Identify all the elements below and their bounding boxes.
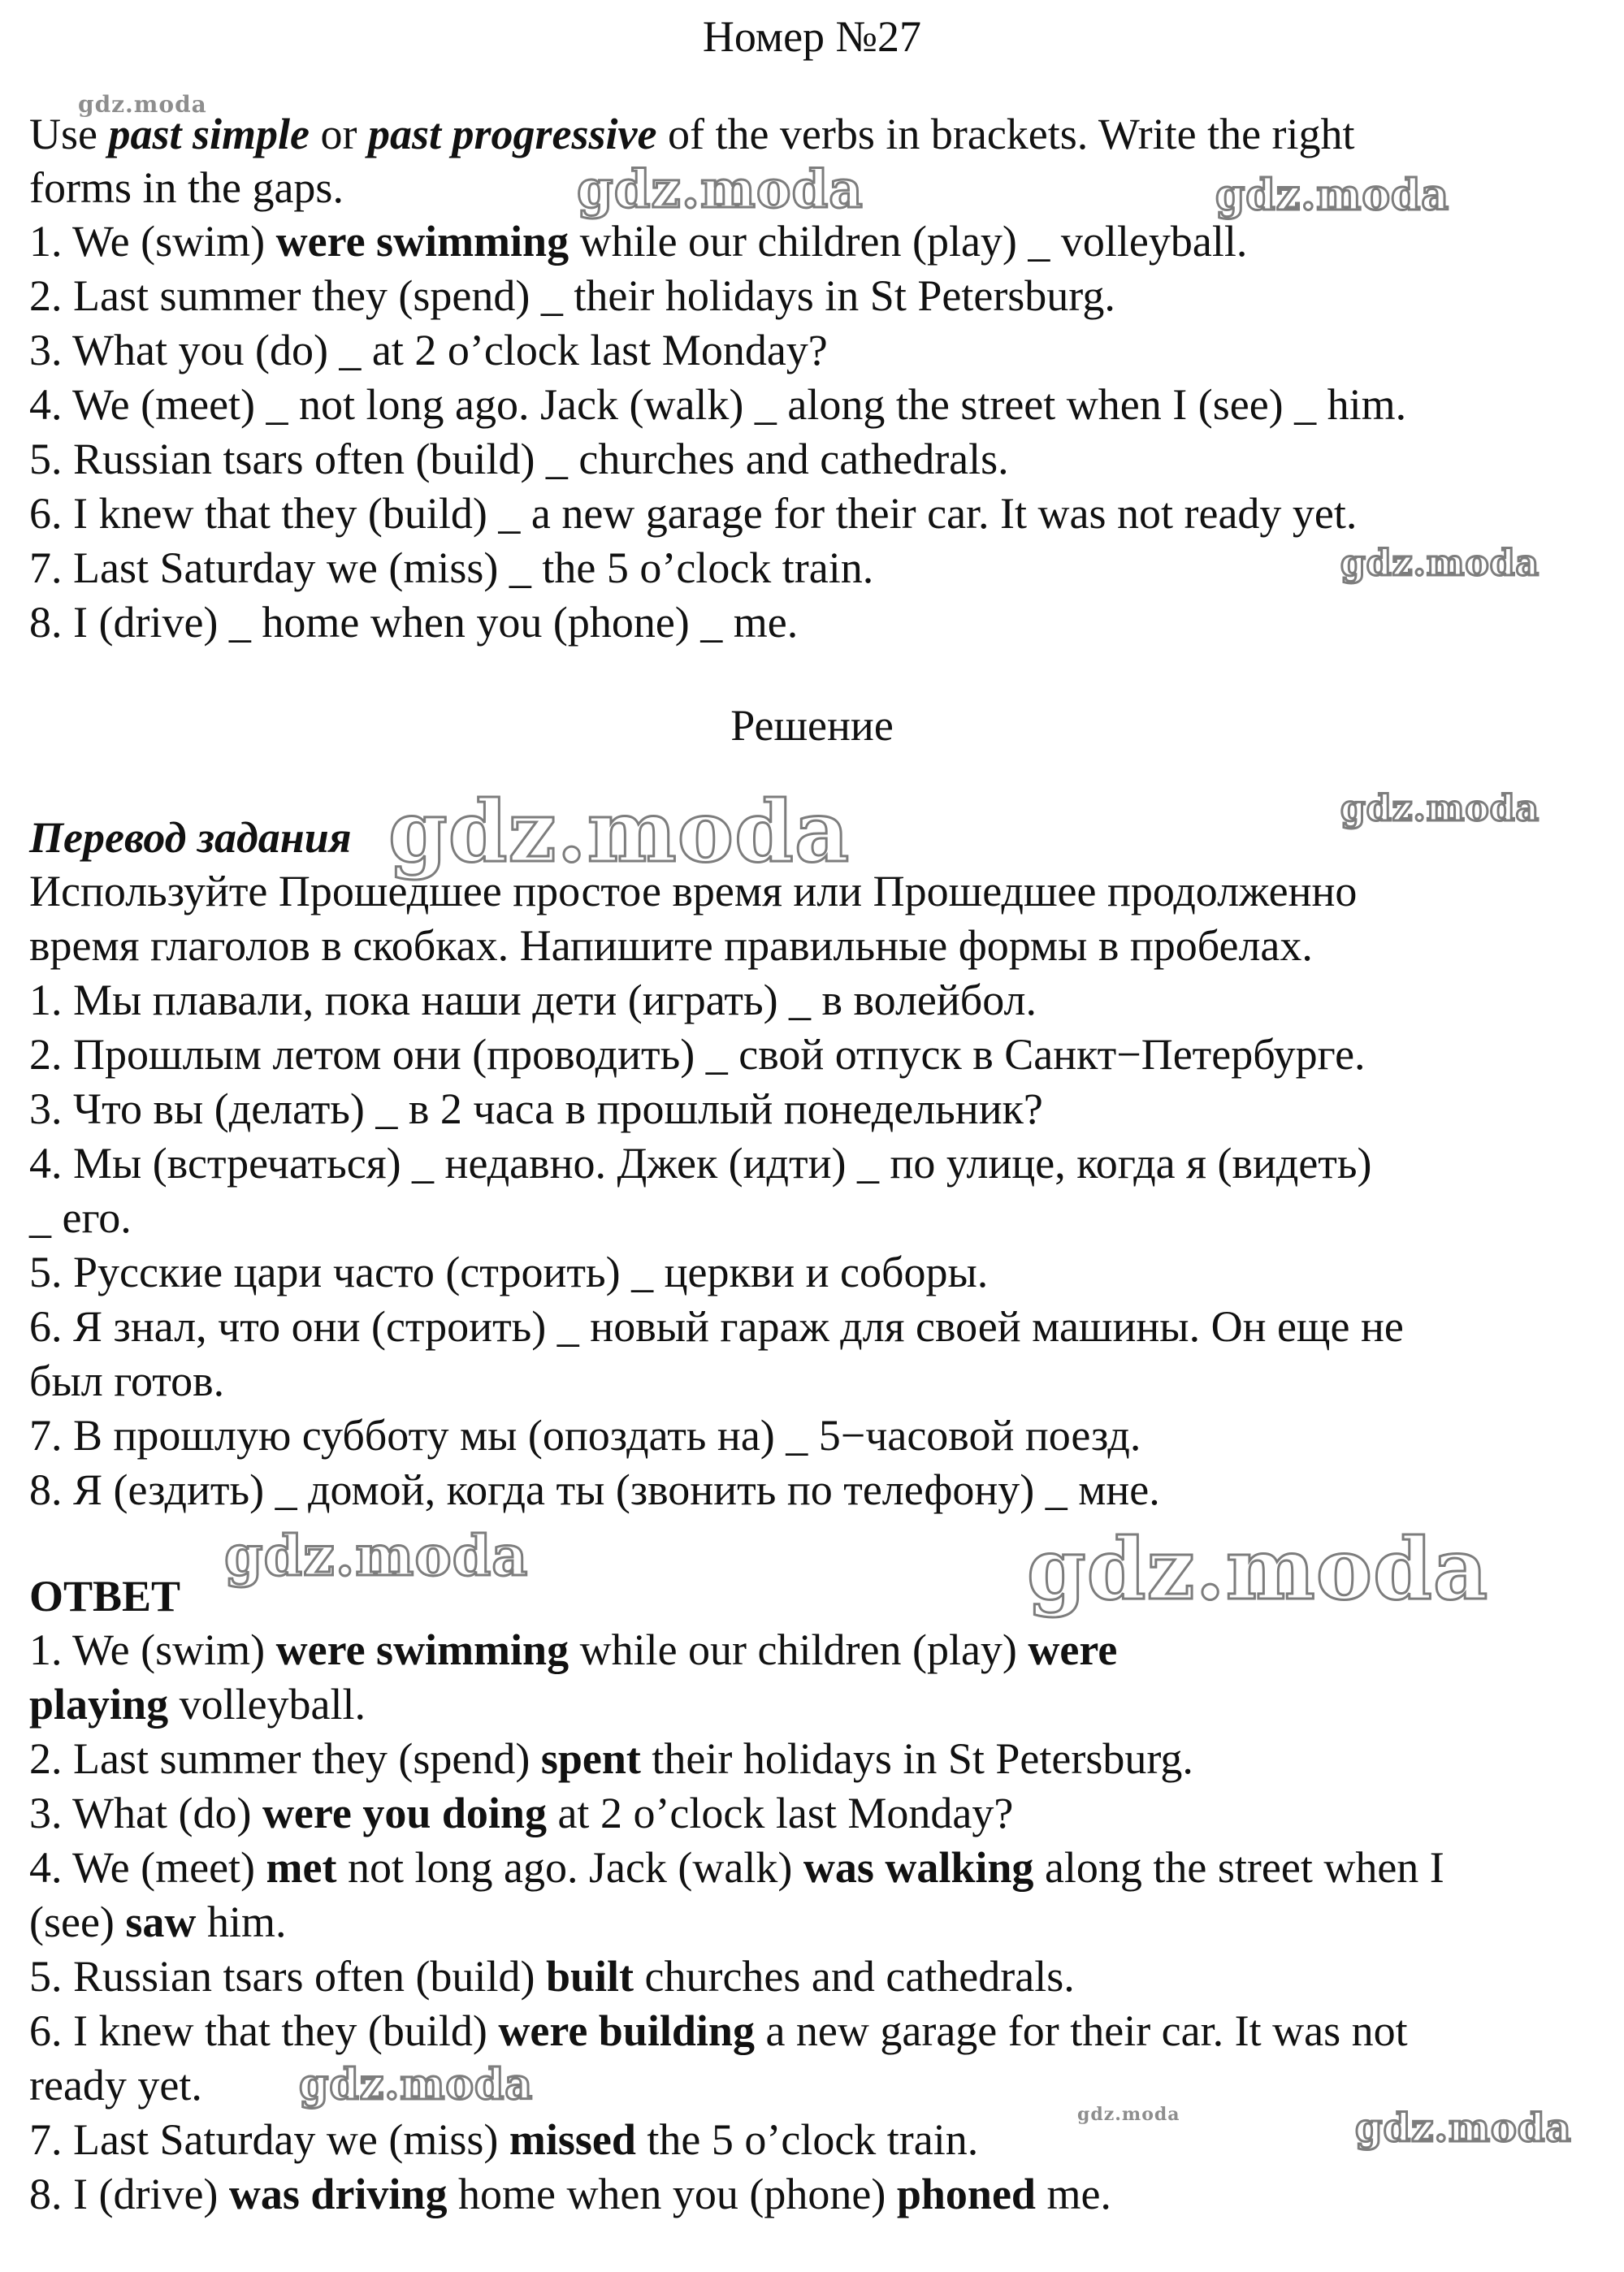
answer-text: their holidays in St Petersburg. <box>640 1734 1193 1783</box>
task-item: 6. I knew that they (build) _ a new garage for their car. It was not ready yet. <box>29 489 1358 538</box>
translation-line: время глаголов в скобках. Напишите правильные формы в пробелах. <box>29 921 1313 970</box>
answer-item <box>29 2167 1111 2221</box>
answer-form: phoned <box>896 2170 1036 2218</box>
watermark: gdz.moda <box>1215 171 1450 220</box>
translation-line: 8. Я (ездить) _ домой, когда ты (звонить по телефону) _ мне. <box>29 1465 1160 1514</box>
solution-title: Решение <box>730 701 894 750</box>
item-answer: were swimming <box>275 217 569 266</box>
watermark: gdz.moda <box>224 1524 529 1589</box>
translation-line: 6. Я знал, что они (строить) _ новый гараж для своей машины. Он еще не <box>29 1302 1404 1351</box>
answer-text: 7. Last Saturday we (miss) <box>29 2115 509 2164</box>
answer-form: saw <box>125 1898 197 1946</box>
answer-text: 3. What (do) <box>29 1789 262 1837</box>
task-item: 3. What you (do) _ at 2 o’clock last Monday? <box>29 326 828 374</box>
answer-form: were you doing <box>262 1789 547 1837</box>
answer-text: (see) <box>29 1898 126 1946</box>
answer-item-continued: ready yet. <box>29 2061 202 2110</box>
answer-text: 6. I knew that they (build) <box>29 2006 499 2055</box>
watermark: gdz.moda <box>299 2060 534 2110</box>
watermark: gdz.moda <box>388 781 851 881</box>
answer-text: 4. We (meet) <box>29 1843 266 1892</box>
answer-text: churches and cathedrals. <box>634 1952 1075 2001</box>
answer-text: volleyball. <box>168 1680 366 1729</box>
instruction-text: Use <box>29 110 109 158</box>
task-instruction <box>29 107 1355 161</box>
answer-form: were swimming <box>275 1625 569 1674</box>
translation-line: 5. Русские цари часто (строить) _ церкви и соборы. <box>29 1248 989 1296</box>
task-item: 2. Last summer they (spend) _ their holidays in St Petersburg. <box>29 271 1115 320</box>
answer-text: 5. Russian tsars often (build) <box>29 1952 546 2001</box>
answer-form: were building <box>498 2006 755 2055</box>
answer-text: at 2 o’clock last Monday? <box>546 1789 1014 1837</box>
task-item: 5. Russian tsars often (build) _ churches and cathedrals. <box>29 435 1009 483</box>
translation-line: 3. Что вы (делать) _ в 2 часа в прошлый понедельник? <box>29 1084 1043 1133</box>
watermark: gdz.moda <box>1027 1519 1489 1619</box>
answer-heading: ОТВЕТ <box>29 1572 181 1621</box>
instruction-term: past progressive <box>367 110 657 158</box>
answer-form: missed <box>509 2115 636 2164</box>
answer-text: home when you (phone) <box>447 2170 897 2218</box>
translation-line: 7. В прошлую субботу мы (опоздать на) _ 5−часовой поезд. <box>29 1411 1141 1460</box>
watermark: gdz.moda <box>1355 2105 1572 2151</box>
answer-form: met <box>266 1843 337 1892</box>
instruction-text: of the verbs in brackets. Write the right <box>656 110 1355 158</box>
answer-text: me. <box>1035 2170 1111 2218</box>
answer-text: him. <box>196 1898 287 1946</box>
answer-form: spent <box>540 1734 641 1783</box>
watermark: gdz.moda <box>1340 788 1540 829</box>
answer-text: 8. I (drive) <box>29 2170 229 2218</box>
page-title: Номер №27 <box>702 12 922 61</box>
translation-line: 2. Прошлым летом они (проводить) _ свой отпуск в Санкт−Петербурге. <box>29 1030 1366 1079</box>
answer-text: 1. We (swim) <box>29 1625 276 1674</box>
answer-text: the 5 o’clock train. <box>635 2115 979 2164</box>
answer-text: while our children (play) <box>569 1625 1029 1674</box>
watermark: gdz.moda <box>1077 2104 1180 2125</box>
answer-item <box>29 1623 1117 1677</box>
answer-form: was walking <box>803 1843 1034 1892</box>
task-item <box>29 214 1247 268</box>
instruction-term: past simple <box>108 110 310 158</box>
translation-heading: Перевод задания <box>29 813 352 862</box>
answer-item <box>29 2004 1408 2058</box>
watermark: gdz.moda <box>1340 543 1540 584</box>
answer-item <box>29 1732 1193 1785</box>
watermark: gdz.moda <box>78 91 207 118</box>
answer-item <box>29 1950 1075 2003</box>
answer-text: along the street when I <box>1033 1843 1444 1892</box>
answer-form: were <box>1028 1625 1118 1674</box>
item-text: while our children (play) _ volleyball. <box>569 217 1248 266</box>
answer-item-continued <box>29 1895 286 1949</box>
instruction-text: or <box>310 110 368 158</box>
task-item: 4. We (meet) _ not long ago. Jack (walk) _ along the street when I (see) _ him. <box>29 380 1407 429</box>
translation-line: 4. Мы (встречаться) _ недавно. Джек (идти) _ по улице, когда я (видеть) <box>29 1139 1372 1188</box>
item-text: 1. We (swim) <box>29 217 276 266</box>
answer-item <box>29 1786 1013 1840</box>
answer-item <box>29 1841 1444 1894</box>
answer-form: playing <box>29 1680 169 1729</box>
task-item: 7. Last Saturday we (miss) _ the 5 o’clock train. <box>29 543 874 592</box>
translation-line: Используйте Прошедшее простое время или Прошедшее продолженно <box>29 867 1358 915</box>
translation-line: 1. Мы плавали, пока наши дети (играть) _ в волейбол. <box>29 976 1037 1024</box>
task-item: 8. I (drive) _ home when you (phone) _ me. <box>29 598 799 647</box>
answer-text: a new garage for their car. It was not <box>754 2006 1408 2055</box>
task-instruction-line: forms in the gaps. <box>29 163 344 212</box>
watermark: gdz.moda <box>577 159 864 220</box>
translation-line: был готов. <box>29 1357 225 1405</box>
answer-form: built <box>545 1952 634 2001</box>
answer-text: not long ago. Jack (walk) <box>336 1843 803 1892</box>
answer-item <box>29 2113 978 2166</box>
answer-form: was driving <box>228 2170 448 2218</box>
translation-line: _ его. <box>29 1193 132 1242</box>
answer-text: 2. Last summer they (spend) <box>29 1734 541 1783</box>
answer-item-continued <box>29 1677 366 1731</box>
